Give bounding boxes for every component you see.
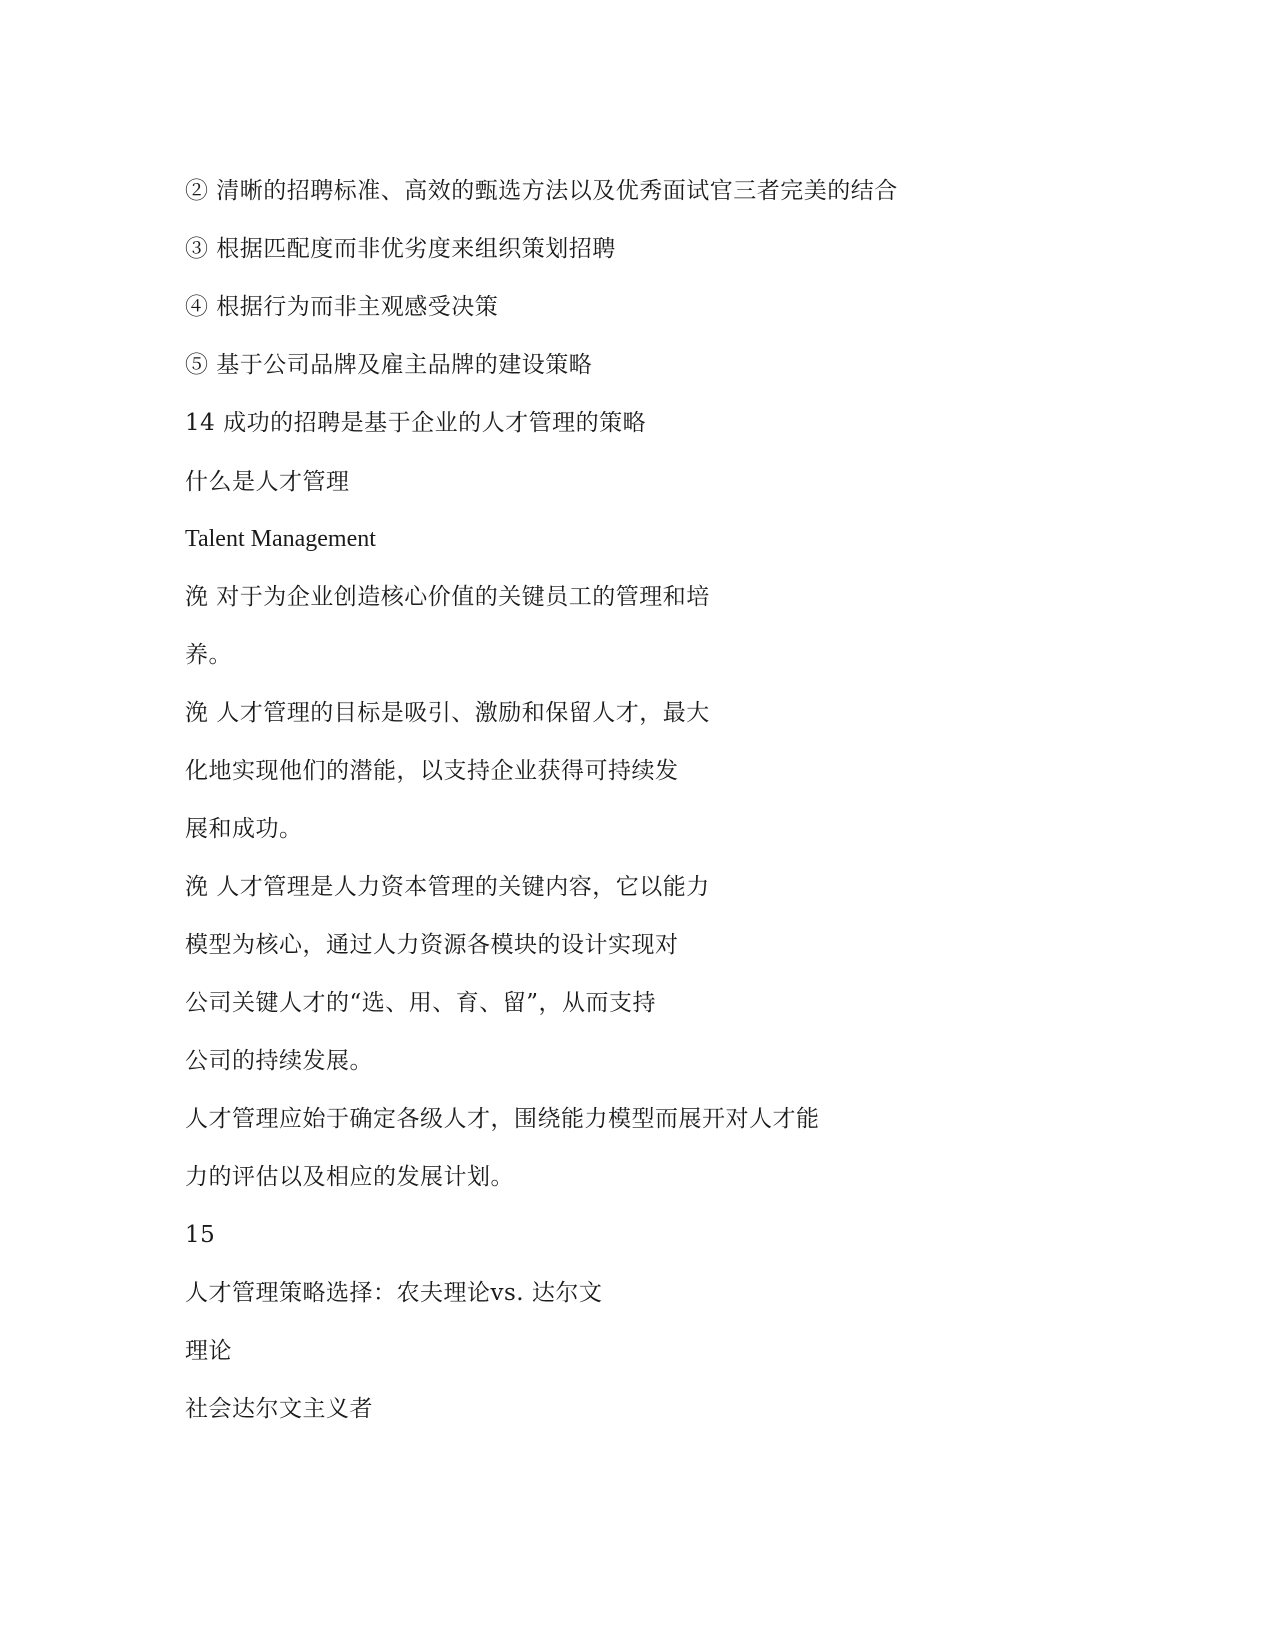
paragraph-line: 化地实现他们的潜能，以支持企业获得可持续发 xyxy=(185,758,679,784)
paragraph-line: 人才管理应始于确定各级人才，围绕能力模型而展开对人才能 xyxy=(185,1106,820,1132)
paragraph-line: 公司关键人才的“选、用、育、留”，从而支持 xyxy=(185,990,657,1016)
subheading-what-is-talent-management: 什么是人才管理 xyxy=(185,469,350,495)
paragraph-line: 展和成功。 xyxy=(185,816,303,842)
paragraph-line: 浼 人才管理是人力资本管理的关键内容，它以能力 xyxy=(185,874,710,900)
paragraph-line: 社会达尔文主义者 xyxy=(185,1396,373,1422)
list-item-2: ② 清晰的招聘标准、高效的甄选方法以及优秀面试官三者完美的结合 xyxy=(185,178,898,204)
paragraph-line: 模型为核心，通过人力资源各模块的设计实现对 xyxy=(185,932,679,958)
paragraph-line: 浼 对于为企业创造核心价值的关键员工的管理和培 xyxy=(185,584,710,610)
paragraph-line: 公司的持续发展。 xyxy=(185,1048,373,1074)
list-item-5: ⑤ 基于公司品牌及雇主品牌的建设策略 xyxy=(185,352,593,378)
list-item-4: ④ 根据行为而非主观感受决策 xyxy=(185,294,499,320)
subheading-english: Talent Management xyxy=(185,526,376,552)
section-heading-strategy: 人才管理策略选择：农夫理论vs. 达尔文 xyxy=(185,1280,603,1306)
section-heading-14: 14 成功的招聘是基于企业的人才管理的策略 xyxy=(185,410,647,436)
list-item-3: ③ 根据匹配度而非优劣度来组织策划招聘 xyxy=(185,236,616,262)
paragraph-line: 力的评估以及相应的发展计划。 xyxy=(185,1164,514,1190)
section-heading-strategy-cont: 理论 xyxy=(185,1338,232,1364)
paragraph-line: 养。 xyxy=(185,642,232,668)
section-number-15: 15 xyxy=(185,1222,216,1248)
paragraph-line: 浼 人才管理的目标是吸引、激励和保留人才，最大 xyxy=(185,700,710,726)
